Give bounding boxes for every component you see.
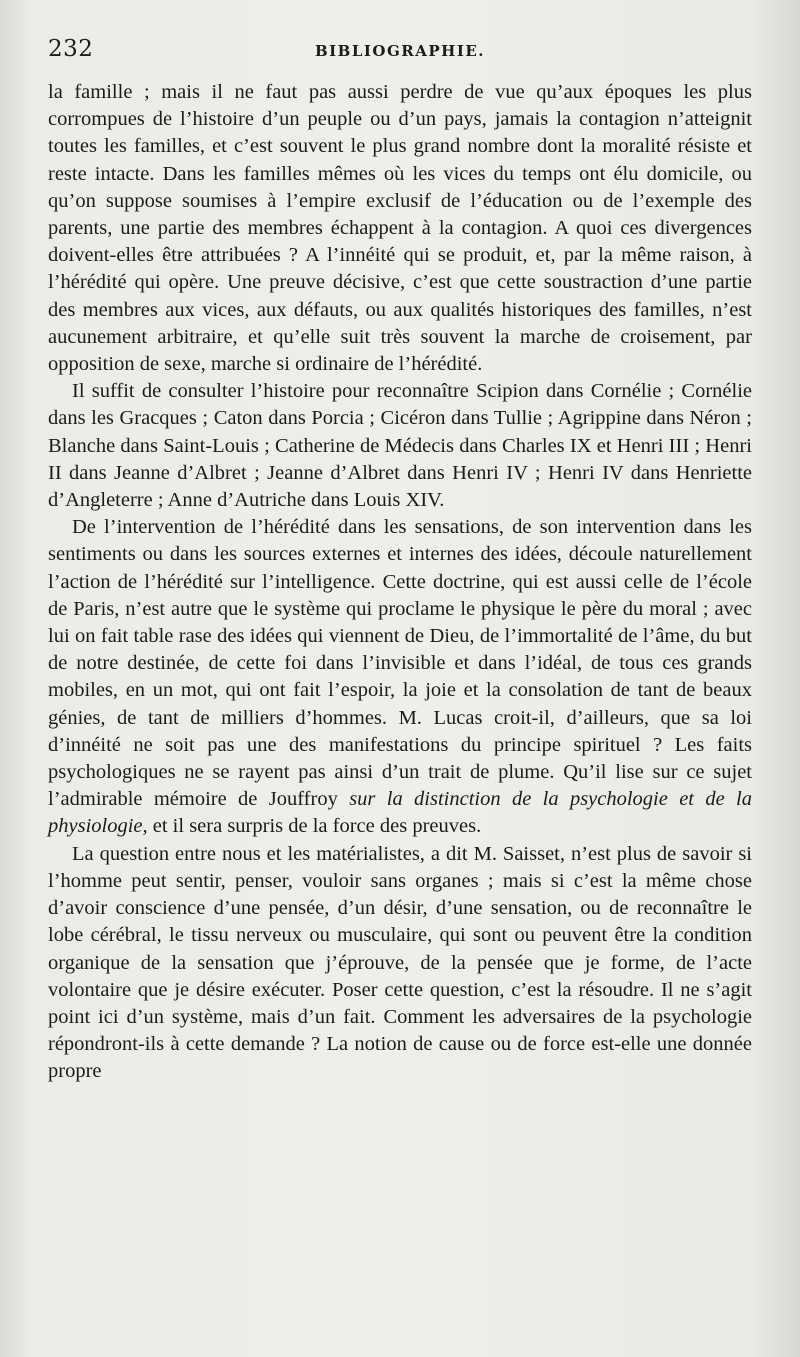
page-number: 232 <box>48 36 94 62</box>
page-body <box>48 79 752 1086</box>
paragraph-3 <box>48 514 752 840</box>
italic-work-title: sur la distinction de la psychologie et de la physiologie, <box>48 788 752 838</box>
paragraph-4: La question entre nous et les matérialistes, a dit M. Saisset, n’est plus de savoir si l’homme peut sentir, penser, vouloir sans organes ; mais si c’est la même chose d’avoir conscience d’une pensée, d’un désir, d’une sensation, ou de reconnaître le lobe cérébral, le tissu nerveux ou musculaire, qui sont ou peuvent être la condition organique de la sensation que j’éprouve, de la pensée que je forme, de l’acte volontaire que je désire exécuter. Poser cette question, c’est la résoudre. Il ne s’agit point ici d’un système, mais d’un fait. Comment les adversaires de la psychologie répondront-ils à cette demande ? La notion de cause ou de force est-elle une donnée propre <box>48 842 752 1083</box>
running-title: BIBLIOGRAPHIE. <box>314 42 486 60</box>
page-header <box>48 36 752 66</box>
paragraph-3-text: De l’intervention de l’hérédité dans les sensations, de son intervention dans les sentiments ou dans les sources externes et internes des idées, découle naturellement l’action de l’hérédité sur l’intelligence. Cette doctrine, qui est aussi celle de l’école de Paris, n’est autre que le système qui proclame le physique le père du moral ; avec lui on fait table rase des idées qui viennent de Dieu, de l’immortalité de l’âme, du but de notre destinée, de cette foi dans l’invisible et dans l’idéal, de tous ces grands mobiles, en un mot, qui ont fait l’espoir, la joie et la consolation de tant de beaux génies, de tant de milliers d’hommes. M. Lucas croit-il, d’ailleurs, que sa loi d’innéité ne soit pas une des manifestations du principe spirituel ? Les faits psychologiques ne se rayent pas ainsi d’un trait de plume. Qu’il lise sur ce sujet l’admirable mémoire de Jouffroy <box>48 516 752 811</box>
paragraph-1: la famille ; mais il ne faut pas aussi perdre de vue qu’aux époques les plus corrompues de l’histoire d’un peuple ou d’un pays, jamais la contagion n’atteignit toutes les familles, et c’est souvent le plus grand nombre dont la moralité résiste et reste intacte. Dans les familles mêmes où les vices du temps ont élu domicile, ou qu’on suppose soumises à l’empire exclusif de l’éducation ou de l’exemple des parents, une partie des membres échappent à la contagion. A quoi ces divergences doivent-elles être attribuées ? A l’innéité qui se produit, et, par la même raison, à l’hérédité qui opère. Une preuve décisive, c’est que cette soustraction d’une partie des membres aux vices, aux défauts, ou aux qualités historiques des familles, n’est aucunement arbitraire, et qu’elle suit très souvent la marche de croisement, par opposition de sexe, marche si ordinaire de l’hérédité. <box>48 81 752 376</box>
paragraph-2: Il suffit de consulter l’histoire pour reconnaître Scipion dans Cornélie ; Cornélie dans les Gracques ; Caton dans Porcia ; Cicéron dans Tullie ; Agrippine dans Néron ; Blanche dans Saint-Louis ; Catherine de Médecis dans Charles IX et Henri III ; Henri II dans Jeanne d’Albret ; Jeanne d’Albret dans Henri IV ; Henri IV dans Henriette d’Angleterre ; Anne d’Autriche dans Louis XIV. <box>48 380 752 512</box>
paragraph-3-text-end: et il sera surpris de la force des preuves. <box>147 815 482 838</box>
